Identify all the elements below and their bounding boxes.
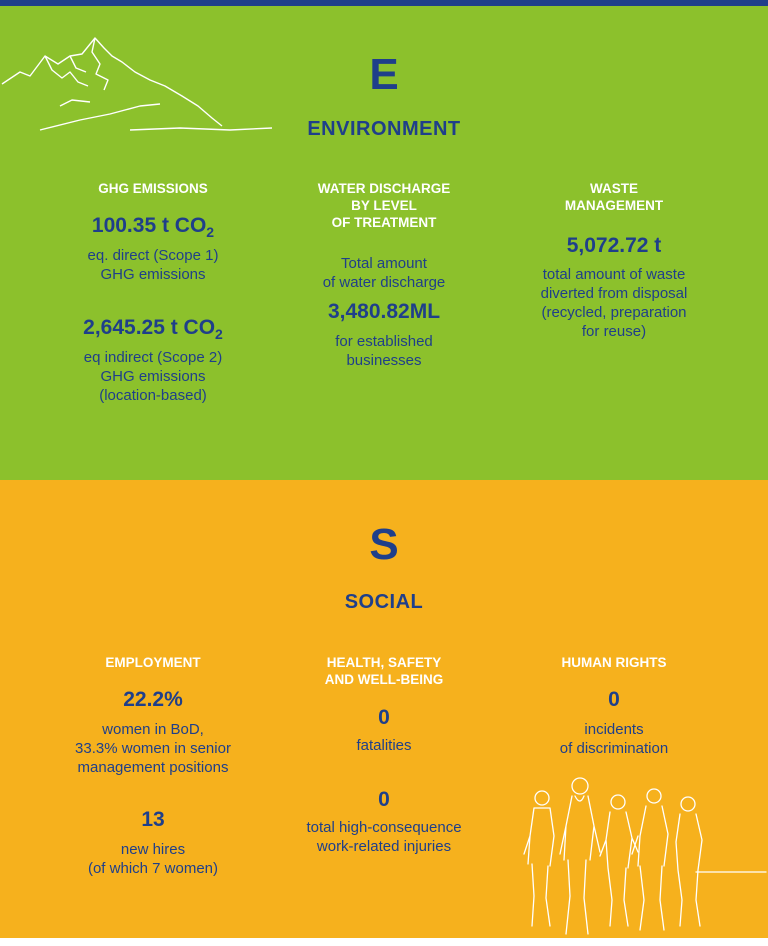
health-heading: HEALTH, SAFETY AND WELL-BEING — [324, 655, 444, 687]
waste-desc: total amount of waste diverted from disposal (recycled, preparation for reuse) — [540, 266, 688, 340]
environment-title: ENVIRONMENT — [307, 118, 461, 140]
human-rights-heading: HUMAN RIGHTS — [561, 655, 667, 670]
waste-management-column — [499, 180, 729, 420]
ghg-scope2-desc: eq indirect (Scope 2) GHG emissions (location-based) — [83, 349, 223, 404]
health-fatalities-value: 0 — [378, 706, 390, 729]
waste-heading: WASTE MANAGEMENT — [564, 181, 664, 213]
health-injuries-desc: total high-consequence work-related injuries — [306, 819, 462, 855]
health-safety-column — [269, 654, 499, 894]
water-value: 3,480.82ML — [327, 300, 441, 323]
employment-column — [38, 654, 268, 894]
ghg-scope1-desc: eq. direct (Scope 1) GHG emissions — [87, 247, 219, 283]
health-fatalities-desc: fatalities — [356, 737, 412, 754]
water-desc-bottom: for established businesses — [335, 333, 433, 369]
employment-heading: EMPLOYMENT — [105, 655, 201, 670]
bottom-bar — [0, 938, 768, 946]
waste-value: 5,072.72 t — [566, 234, 662, 257]
ghg-scope1-value: 100.35 t $CO_2$ — [91, 214, 215, 241]
environment-letter: E — [369, 50, 399, 99]
ghg-scope2-value: 2,645.25 t $CO_2$ — [83, 316, 223, 343]
employment-women-bod-value: 22.2% — [123, 688, 183, 711]
employment-women-bod-desc: women in BoD, 33.3% women in senior management positions — [75, 721, 231, 776]
water-discharge-column — [269, 180, 499, 420]
employment-new-hires-desc: new hires (of which 7 women) — [87, 841, 219, 877]
water-heading: WATER DISCHARGE BY LEVEL OF TREATMENT — [317, 181, 451, 230]
human-rights-value: 0 — [608, 688, 620, 711]
ghg-heading: GHG EMISSIONS — [98, 181, 208, 196]
environment-section — [0, 6, 768, 480]
employment-new-hires-value: 13 — [141, 808, 165, 831]
social-title: SOCIAL — [344, 591, 424, 613]
ghg-emissions-column — [38, 180, 268, 420]
social-letter: S — [369, 520, 399, 569]
walking-people-illustration — [520, 776, 768, 938]
water-desc-top: Total amount of water discharge — [322, 255, 446, 291]
human-rights-desc: incidents of discrimination — [559, 721, 669, 757]
health-injuries-value: 0 — [378, 788, 390, 811]
human-rights-column — [499, 654, 729, 774]
social-section — [0, 480, 768, 938]
